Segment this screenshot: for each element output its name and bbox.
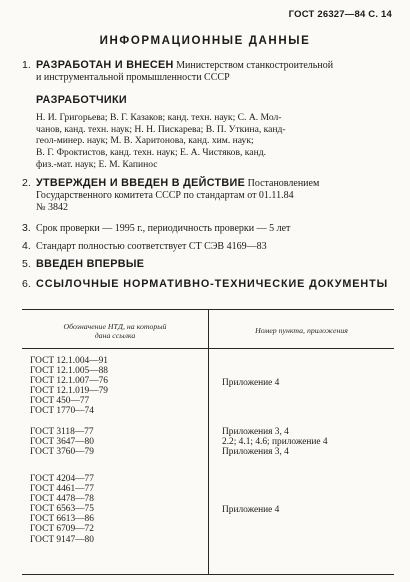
- table-header-clause: Номер пункта, приложения: [255, 326, 348, 335]
- developers-line: геол-минер. наук; М. В. Харитонова, канд. хим. наук;: [36, 135, 254, 147]
- table-row-group-2-refs: [222, 427, 392, 457]
- section-2: [22, 178, 392, 213]
- table-row-group-1-docs: [30, 356, 205, 417]
- table-cell-doc: ГОСТ 4461—77: [30, 484, 94, 495]
- section-1-number: 1.: [22, 59, 31, 71]
- table-header-document-line2: дана ссылка: [94, 331, 136, 340]
- table-cell-ref: Приложения 3, 4: [222, 427, 289, 437]
- developers-list: [36, 112, 392, 171]
- section-2-number: 2.: [22, 177, 31, 189]
- section-5-number: 5.: [22, 258, 31, 270]
- section-5: [22, 259, 392, 271]
- section-3: [22, 223, 392, 235]
- table-cell-doc: ГОСТ 1770—74: [30, 406, 94, 417]
- table-cell-doc: ГОСТ 3760—79: [30, 447, 94, 458]
- table-cell-doc: ГОСТ 3647—80: [30, 437, 94, 448]
- section-1-text: Министерством станкостроительной: [173, 60, 334, 71]
- table-row-group-3-docs: [30, 474, 205, 545]
- table-cell-doc: ГОСТ 9147—80: [30, 534, 94, 545]
- table-cell-doc: ГОСТ 6613—86: [30, 514, 94, 525]
- section-4-number: 4.: [22, 240, 31, 252]
- section-2-line3: № 3842: [36, 201, 69, 213]
- section-1-line2: и инструментальной промышленности СССР: [36, 71, 230, 83]
- section-4-text: Стандарт полностью соответствует СТ СЭВ 4169—83: [36, 241, 267, 252]
- developers-line: физ.-мат. наук; Е. М. Капинос: [36, 158, 158, 170]
- section-6-number: 6.: [22, 278, 31, 290]
- table-cell-doc: ГОСТ 450—77: [30, 396, 90, 407]
- references-table: [22, 309, 394, 575]
- table-cell-doc: ГОСТ 6709—72: [30, 524, 94, 535]
- section-3-text: Срок проверки — 1995 г., периодичность проверки — 5 лет: [36, 223, 291, 234]
- table-cell-doc: ГОСТ 12.1.007—76: [30, 376, 108, 387]
- table-cell-doc: ГОСТ 3118—77: [30, 427, 94, 437]
- section-6-heading: ССЫЛОЧНЫЕ НОРМАТИВНО-ТЕХНИЧЕСКИЕ ДОКУМЕНТЫ: [36, 278, 389, 290]
- section-4: [22, 241, 392, 253]
- section-6: [22, 279, 392, 291]
- table-row-group-3-refs: [222, 505, 392, 515]
- section-1: [22, 60, 392, 84]
- table-row-group-2-docs: [30, 427, 205, 457]
- table-cell-doc: ГОСТ 12.1.004—91: [30, 356, 108, 366]
- table-cell-doc: ГОСТ 4478—78: [30, 494, 94, 505]
- section-2-text: Постановлением: [245, 178, 320, 189]
- table-cell-doc: ГОСТ 4204—77: [30, 474, 94, 484]
- table-cell-ref: Приложения 3, 4: [222, 447, 289, 458]
- section-1-heading: РАЗРАБОТАН И ВНЕСЕН: [36, 59, 174, 71]
- document-title: ИНФОРМАЦИОННЫЕ ДАННЫЕ: [99, 35, 311, 47]
- table-column-divider: [208, 310, 209, 574]
- developers-line: Н. И. Григорьева; В. Г. Казаков; канд. техн. наук; С. А. Мол-: [36, 112, 282, 123]
- page-header-code: ГОСТ 26327—84 С. 14: [288, 9, 392, 20]
- developers-heading: РАЗРАБОТЧИКИ: [36, 94, 127, 106]
- table-cell-doc: ГОСТ 6563—75: [30, 504, 94, 515]
- table-row-group-1-refs: [222, 378, 392, 388]
- table-cell-ref: Приложение 4: [222, 378, 280, 388]
- section-5-heading: ВВЕДЕН ВПЕРВЫЕ: [36, 258, 145, 270]
- section-2-line2: Государственного комитета СССР по стандартам от 01.11.84: [36, 189, 294, 201]
- table-cell-doc: ГОСТ 12.1.019—79: [30, 386, 108, 397]
- table-header-document-line1: Обозначение НТД, на который: [63, 322, 167, 331]
- table-cell-ref: Приложение 4: [222, 505, 280, 515]
- developers-line: В. Г. Фроктистов, канд. техн. наук; Е. А. Чистяков, канд.: [36, 147, 266, 159]
- section-2-heading: УТВЕРЖДЕН И ВВЕДЕН В ДЕЙСТВИЕ: [36, 177, 246, 189]
- table-cell-ref: 2.2; 4.1; 4.6; приложение 4: [222, 437, 328, 448]
- table-cell-doc: ГОСТ 12.1.005—88: [30, 366, 108, 377]
- table-header-document: [22, 322, 208, 340]
- table-header-divider: [22, 348, 394, 349]
- developers-line: чанов, канд. техн. наук; Н. Н. Пискарева; В. П. Уткина, канд-: [36, 123, 286, 135]
- section-3-number: 3.: [22, 222, 31, 234]
